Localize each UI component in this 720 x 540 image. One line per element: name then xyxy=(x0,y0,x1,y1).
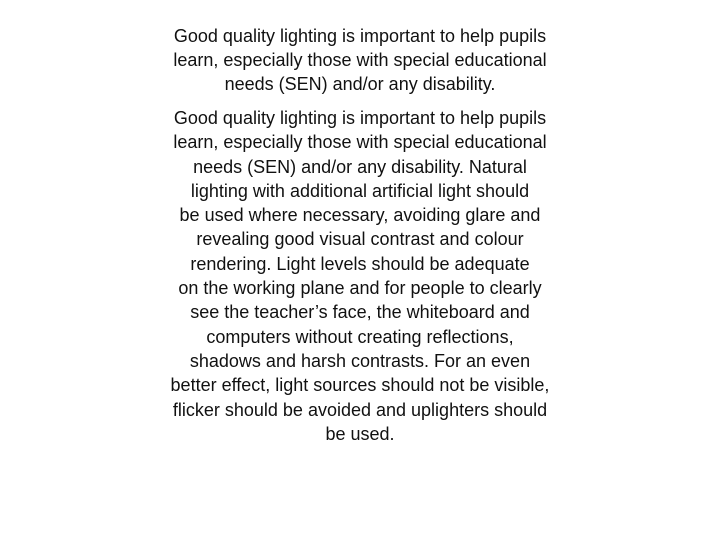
body-line: needs (SEN) and/or any disability. Natural xyxy=(193,156,527,177)
slide-body-text xyxy=(150,106,570,446)
title-line: needs (SEN) and/or any disability. xyxy=(224,74,496,94)
body-line: lighting with additional artificial light should xyxy=(190,180,530,201)
title-line: Good quality lighting is important to help pupils xyxy=(173,26,547,46)
body-line: be used. xyxy=(325,423,395,444)
body-line: computers without creating reflections, xyxy=(206,326,514,347)
body-line: see the teacher’s face, the whiteboard and xyxy=(190,302,530,323)
slide-title xyxy=(150,24,570,96)
body-line: better effect, light sources should not be visible, xyxy=(170,375,550,396)
body-line: learn, especially those with special educational xyxy=(173,132,547,153)
body-line: flicker should be avoided and uplighters should xyxy=(172,399,548,420)
body-line: rendering. Light levels should be adequate xyxy=(190,253,530,274)
body-line: revealing good visual contrast and colour xyxy=(196,229,524,250)
body-line: shadows and harsh contrasts. For an even xyxy=(189,350,531,371)
body-line: be used where necessary, avoiding glare and xyxy=(179,205,541,226)
body-line: on the working plane and for people to clearly xyxy=(178,278,542,299)
title-line: learn, especially those with special educational xyxy=(173,50,547,70)
body-line: Good quality lighting is important to help pupils xyxy=(173,108,547,128)
